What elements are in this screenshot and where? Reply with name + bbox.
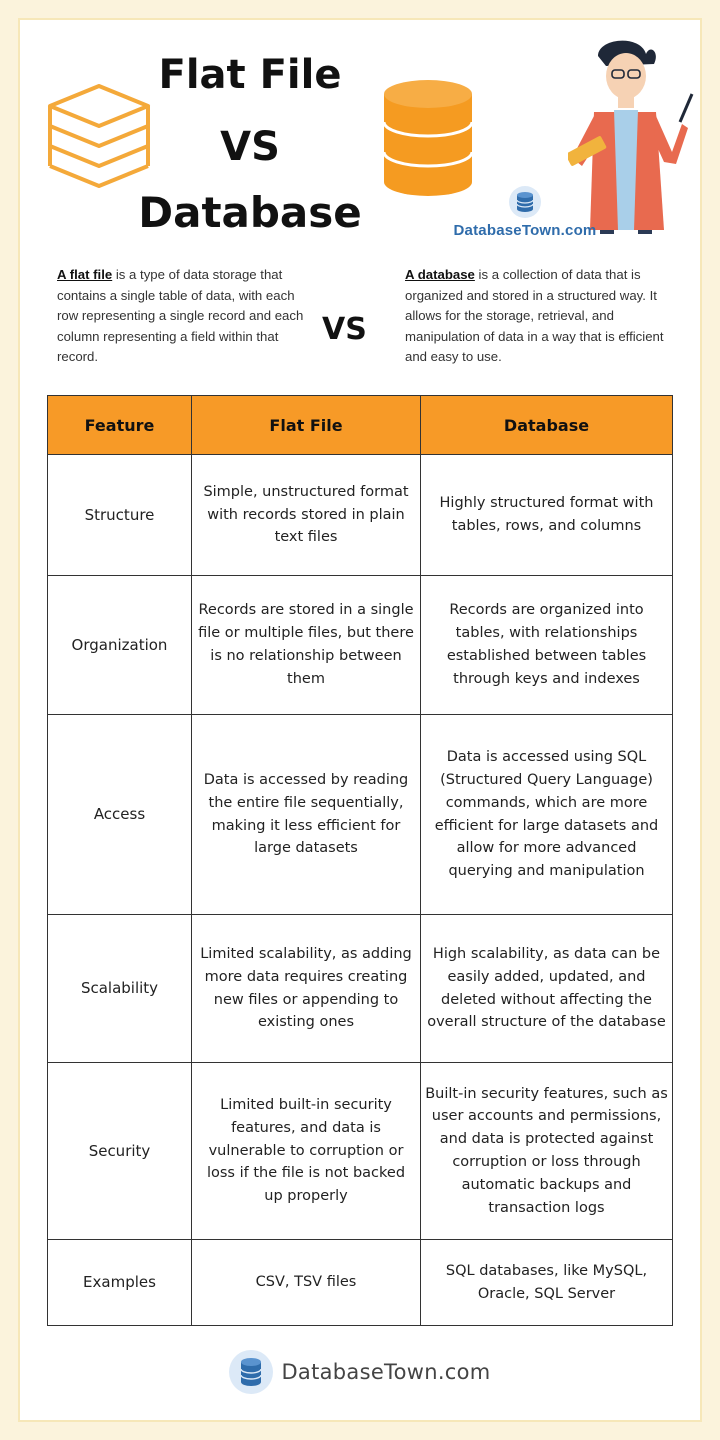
- database-term: A database: [405, 267, 475, 282]
- feature-cell: Organization: [48, 576, 192, 715]
- table-row: [48, 1063, 673, 1240]
- database-cell: Highly structured format with tables, rows, and columns: [421, 455, 673, 576]
- title-line-2: VS: [220, 124, 280, 170]
- title-line-3: Database: [138, 188, 362, 237]
- database-cell: Records are organized into tables, with relationships established between tables through keys and indexes: [421, 576, 673, 715]
- comparison-table: [47, 395, 673, 1326]
- table-row: [48, 455, 673, 576]
- flat-file-cell: Data is accessed by reading the entire file sequentially, making it less efficient for large datasets: [192, 715, 421, 915]
- table-row: [48, 576, 673, 715]
- database-cylinder-icon: [380, 76, 476, 200]
- table-row: [48, 915, 673, 1063]
- database-definition: [405, 265, 667, 368]
- feature-cell: Structure: [48, 455, 192, 576]
- brand-name-top: DatabaseTown.com: [453, 222, 597, 239]
- table-header-row: [48, 396, 673, 455]
- database-cell: High scalability, as data can be easily added, updated, and deleted without affecting the overall structure of the database: [421, 915, 673, 1063]
- database-logo-icon: [229, 1350, 273, 1394]
- table-row: [48, 715, 673, 915]
- feature-cell: Examples: [48, 1240, 192, 1326]
- database-definition-text: is a collection of data that is organized and stored in a structured way. It allows for the storage, retrieval, and manipulation of data in a way that is efficient and easy to use.: [405, 267, 664, 364]
- feature-cell: Scalability: [48, 915, 192, 1063]
- flat-file-cell: Limited built-in security features, and data is vulnerable to corruption or loss if the file is not backed up properly: [192, 1063, 421, 1240]
- brand-name-bottom: DatabaseTown.com: [281, 1360, 491, 1384]
- brand-logo-bottom: [0, 1350, 720, 1394]
- flat-file-definition: [57, 265, 319, 368]
- database-logo-icon: [509, 186, 541, 218]
- flat-file-cell: CSV, TSV files: [192, 1240, 421, 1326]
- database-cell: Built-in security features, such as user accounts and permissions, and data is protected against corruption or loss through automatic backups and transaction logs: [421, 1063, 673, 1240]
- database-cell: SQL databases, like MySQL, Oracle, SQL Server: [421, 1240, 673, 1326]
- flat-file-cell: Simple, unstructured format with records stored in plain text files: [192, 455, 421, 576]
- header-database: Database: [421, 396, 673, 455]
- brand-logo-top: [430, 186, 620, 239]
- database-cell: Data is accessed using SQL (Structured Query Language) commands, which are more efficient for large datasets and allow for more advanced querying and manipulation: [421, 715, 673, 915]
- header-flat-file: Flat File: [192, 396, 421, 455]
- header-feature: Feature: [48, 396, 192, 455]
- flat-file-cell: Records are stored in a single file or multiple files, but there is no relationship between them: [192, 576, 421, 715]
- title-line-1: Flat File: [158, 52, 342, 98]
- feature-cell: Security: [48, 1063, 192, 1240]
- vs-label: VS: [322, 312, 367, 347]
- flat-file-definition-text: is a type of data storage that contains a single table of data, with each row representing a single record and each column representing a field within that record.: [57, 267, 304, 364]
- feature-cell: Access: [48, 715, 192, 915]
- table-row: [48, 1240, 673, 1326]
- flat-file-cell: Limited scalability, as adding more data requires creating new files or appending to existing ones: [192, 915, 421, 1063]
- flat-file-term: A flat file: [57, 267, 113, 282]
